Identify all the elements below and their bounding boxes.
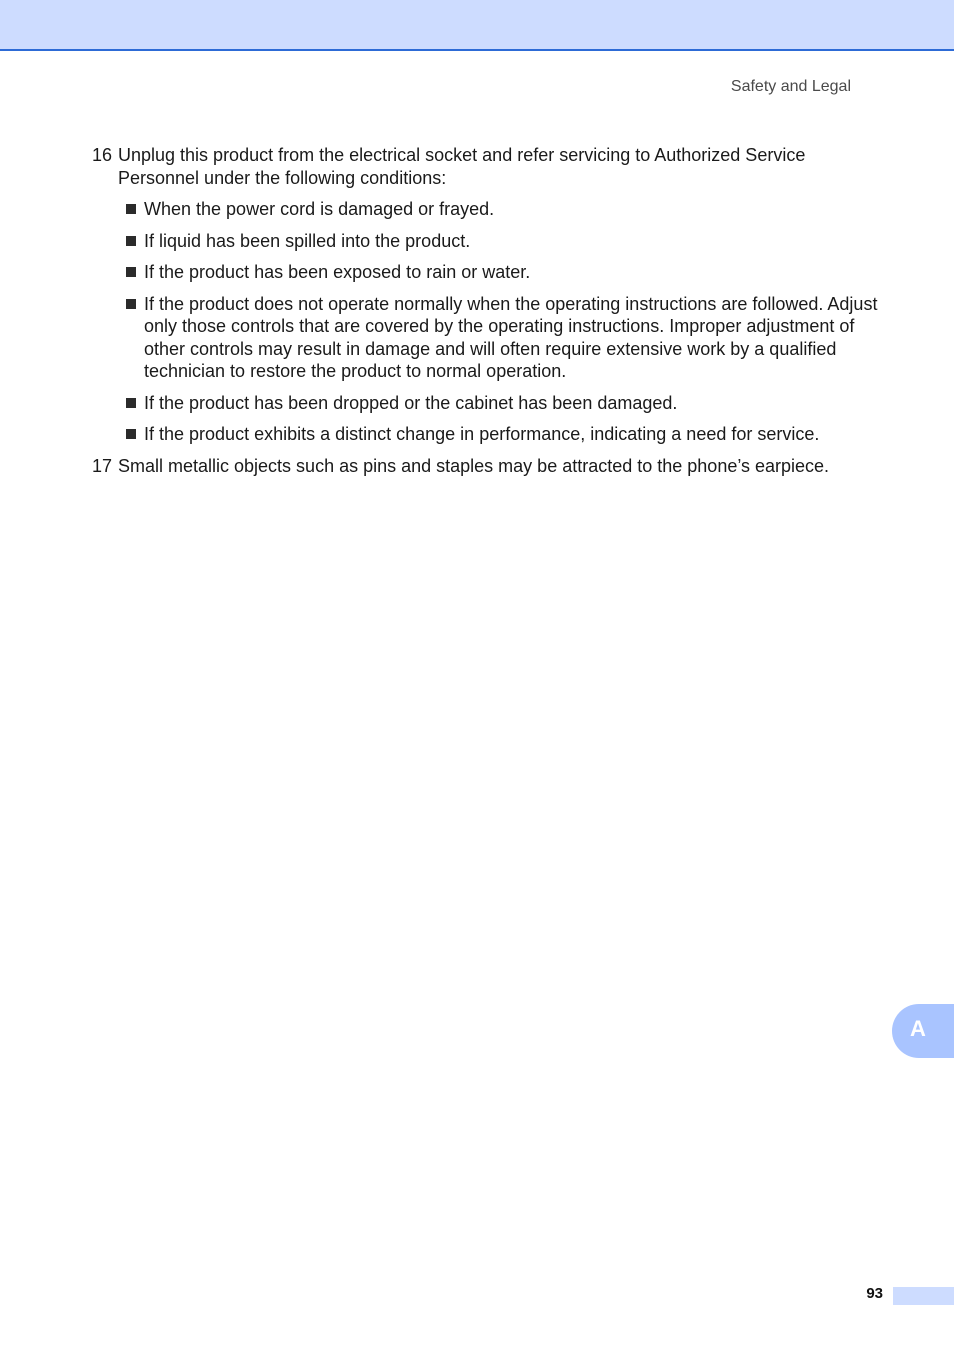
bullet-text: When the power cord is damaged or frayed. (144, 199, 495, 219)
bullet-text: If the product exhibits a distinct change in performance, indicating a need for service. (144, 424, 820, 444)
list-item-16 (92, 144, 882, 446)
square-bullet-icon (126, 398, 136, 408)
bullet-item (118, 261, 882, 284)
square-bullet-icon (126, 267, 136, 277)
bullet-list (118, 198, 882, 446)
item-text: Small metallic objects such as pins and staples may be attracted to the phone’s earpiece. (118, 455, 830, 476)
bullet-text: If the product does not operate normally when the operating instructions are followed. Adjust only those controls that are covered by the operating instructions. Improper adjustment of other controls may result in damage and will often require extensive work by a qualified technician to restore the product to normal operation. (144, 293, 878, 381)
document-body (92, 144, 882, 477)
square-bullet-icon (126, 299, 136, 309)
bullet-item (118, 230, 882, 253)
section-title: Safety and Legal (730, 78, 851, 95)
item-number: 17 (92, 455, 113, 476)
bullet-item (118, 392, 882, 415)
page-number: 93 (866, 1285, 883, 1302)
bullet-text: If the product has been exposed to rain or water. (144, 262, 531, 282)
page-number-bar (893, 1287, 954, 1305)
appendix-tab-letter: A (910, 1016, 926, 1041)
bullet-item (118, 198, 882, 221)
item-number: 16 (92, 145, 113, 165)
appendix-tab (892, 1004, 954, 1058)
bullet-text: If the product has been dropped or the cabinet has been damaged. (144, 392, 678, 413)
bullet-item (118, 293, 882, 383)
square-bullet-icon (126, 204, 136, 214)
list-item-17 (92, 455, 882, 478)
item-text: Unplug this product from the electrical socket and refer servicing to Authorized Service Personnel under the following conditions: (118, 145, 806, 188)
square-bullet-icon (126, 429, 136, 439)
square-bullet-icon (126, 236, 136, 246)
header-band (0, 0, 954, 51)
bullet-item (118, 423, 882, 446)
bullet-text: If liquid has been spilled into the product. (144, 230, 471, 251)
